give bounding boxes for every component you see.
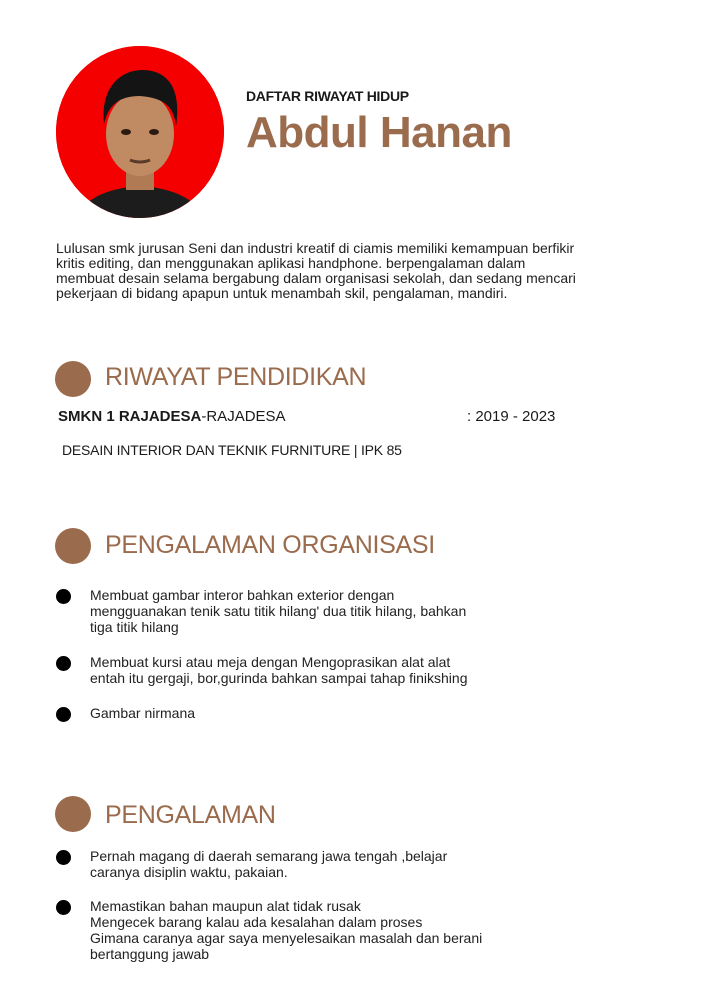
school-name: SMKN 1 RAJADESA xyxy=(58,408,202,425)
education-years: : 2019 - 2023 xyxy=(467,408,556,425)
item-line: Mengecek barang kalau ada kesalahan dalam proses xyxy=(90,914,423,930)
school-location: -RAJADESA xyxy=(201,408,286,425)
person-name: Abdul Hanan xyxy=(246,108,512,157)
item-line: Membuat kursi atau meja dengan Mengoprasikan alat alat xyxy=(90,654,451,670)
item-line: bertanggung jawab xyxy=(90,946,210,962)
section-marker xyxy=(55,361,91,397)
item-line: entah itu gergaji, bor,gurinda bahkan sampai tahap finikshing xyxy=(90,670,468,686)
bullet xyxy=(56,850,71,865)
item-line: Gimana caranya agar saya menyelesaikan masalah dan berani xyxy=(90,930,483,946)
experience-title: PENGALAMAN xyxy=(105,801,276,829)
profile-photo xyxy=(56,46,224,218)
organization-item xyxy=(90,587,466,635)
organization-item xyxy=(90,705,195,721)
item-line: Membuat gambar interor bahkan exterior dengan xyxy=(90,587,395,603)
experience-item xyxy=(90,898,482,962)
education-school xyxy=(58,408,286,425)
item-line: Memastikan bahan maupun alat tidak rusak xyxy=(90,898,361,914)
document-label: DAFTAR RIWAYAT HIDUP xyxy=(246,88,409,104)
education-title: RIWAYAT PENDIDIKAN xyxy=(105,363,367,391)
bullet xyxy=(56,900,71,915)
item-line: tiga titik hilang xyxy=(90,619,179,635)
item-line: Pernah magang di daerah semarang jawa tengah ,belajar xyxy=(90,848,448,864)
bullet xyxy=(56,707,71,722)
item-line: caranya disiplin waktu, pakaian. xyxy=(90,864,288,880)
section-marker xyxy=(55,796,91,832)
organization-title: PENGALAMAN ORGANISASI xyxy=(105,531,435,559)
summary-line: pekerjaan di bidang apapun untuk menambah skil, pengalaman, mandiri. xyxy=(56,285,508,301)
organization-item xyxy=(90,654,467,686)
summary-line: kritis editing, dan menggunakan aplikasi handphone. berpengalaman dalam xyxy=(56,255,526,271)
summary-line: Lulusan smk jurusan Seni dan industri kreatif di ciamis memiliki kemampuan berfikir xyxy=(56,240,575,256)
item-line: mengguanakan tenik satu titik hilang' dua titik hilang, bahkan xyxy=(90,603,467,619)
summary-line: membuat desain selama bergabung dalam organisasi sekolah, dan sedang mencari xyxy=(56,270,576,286)
item-line: Gambar nirmana xyxy=(90,705,196,721)
bullet xyxy=(56,589,71,604)
bullet xyxy=(56,656,71,671)
summary-paragraph xyxy=(56,241,676,301)
section-marker xyxy=(55,528,91,564)
experience-item xyxy=(90,848,447,880)
education-major: DESAIN INTERIOR DAN TEKNIK FURNITURE | IPK 85 xyxy=(62,442,402,458)
